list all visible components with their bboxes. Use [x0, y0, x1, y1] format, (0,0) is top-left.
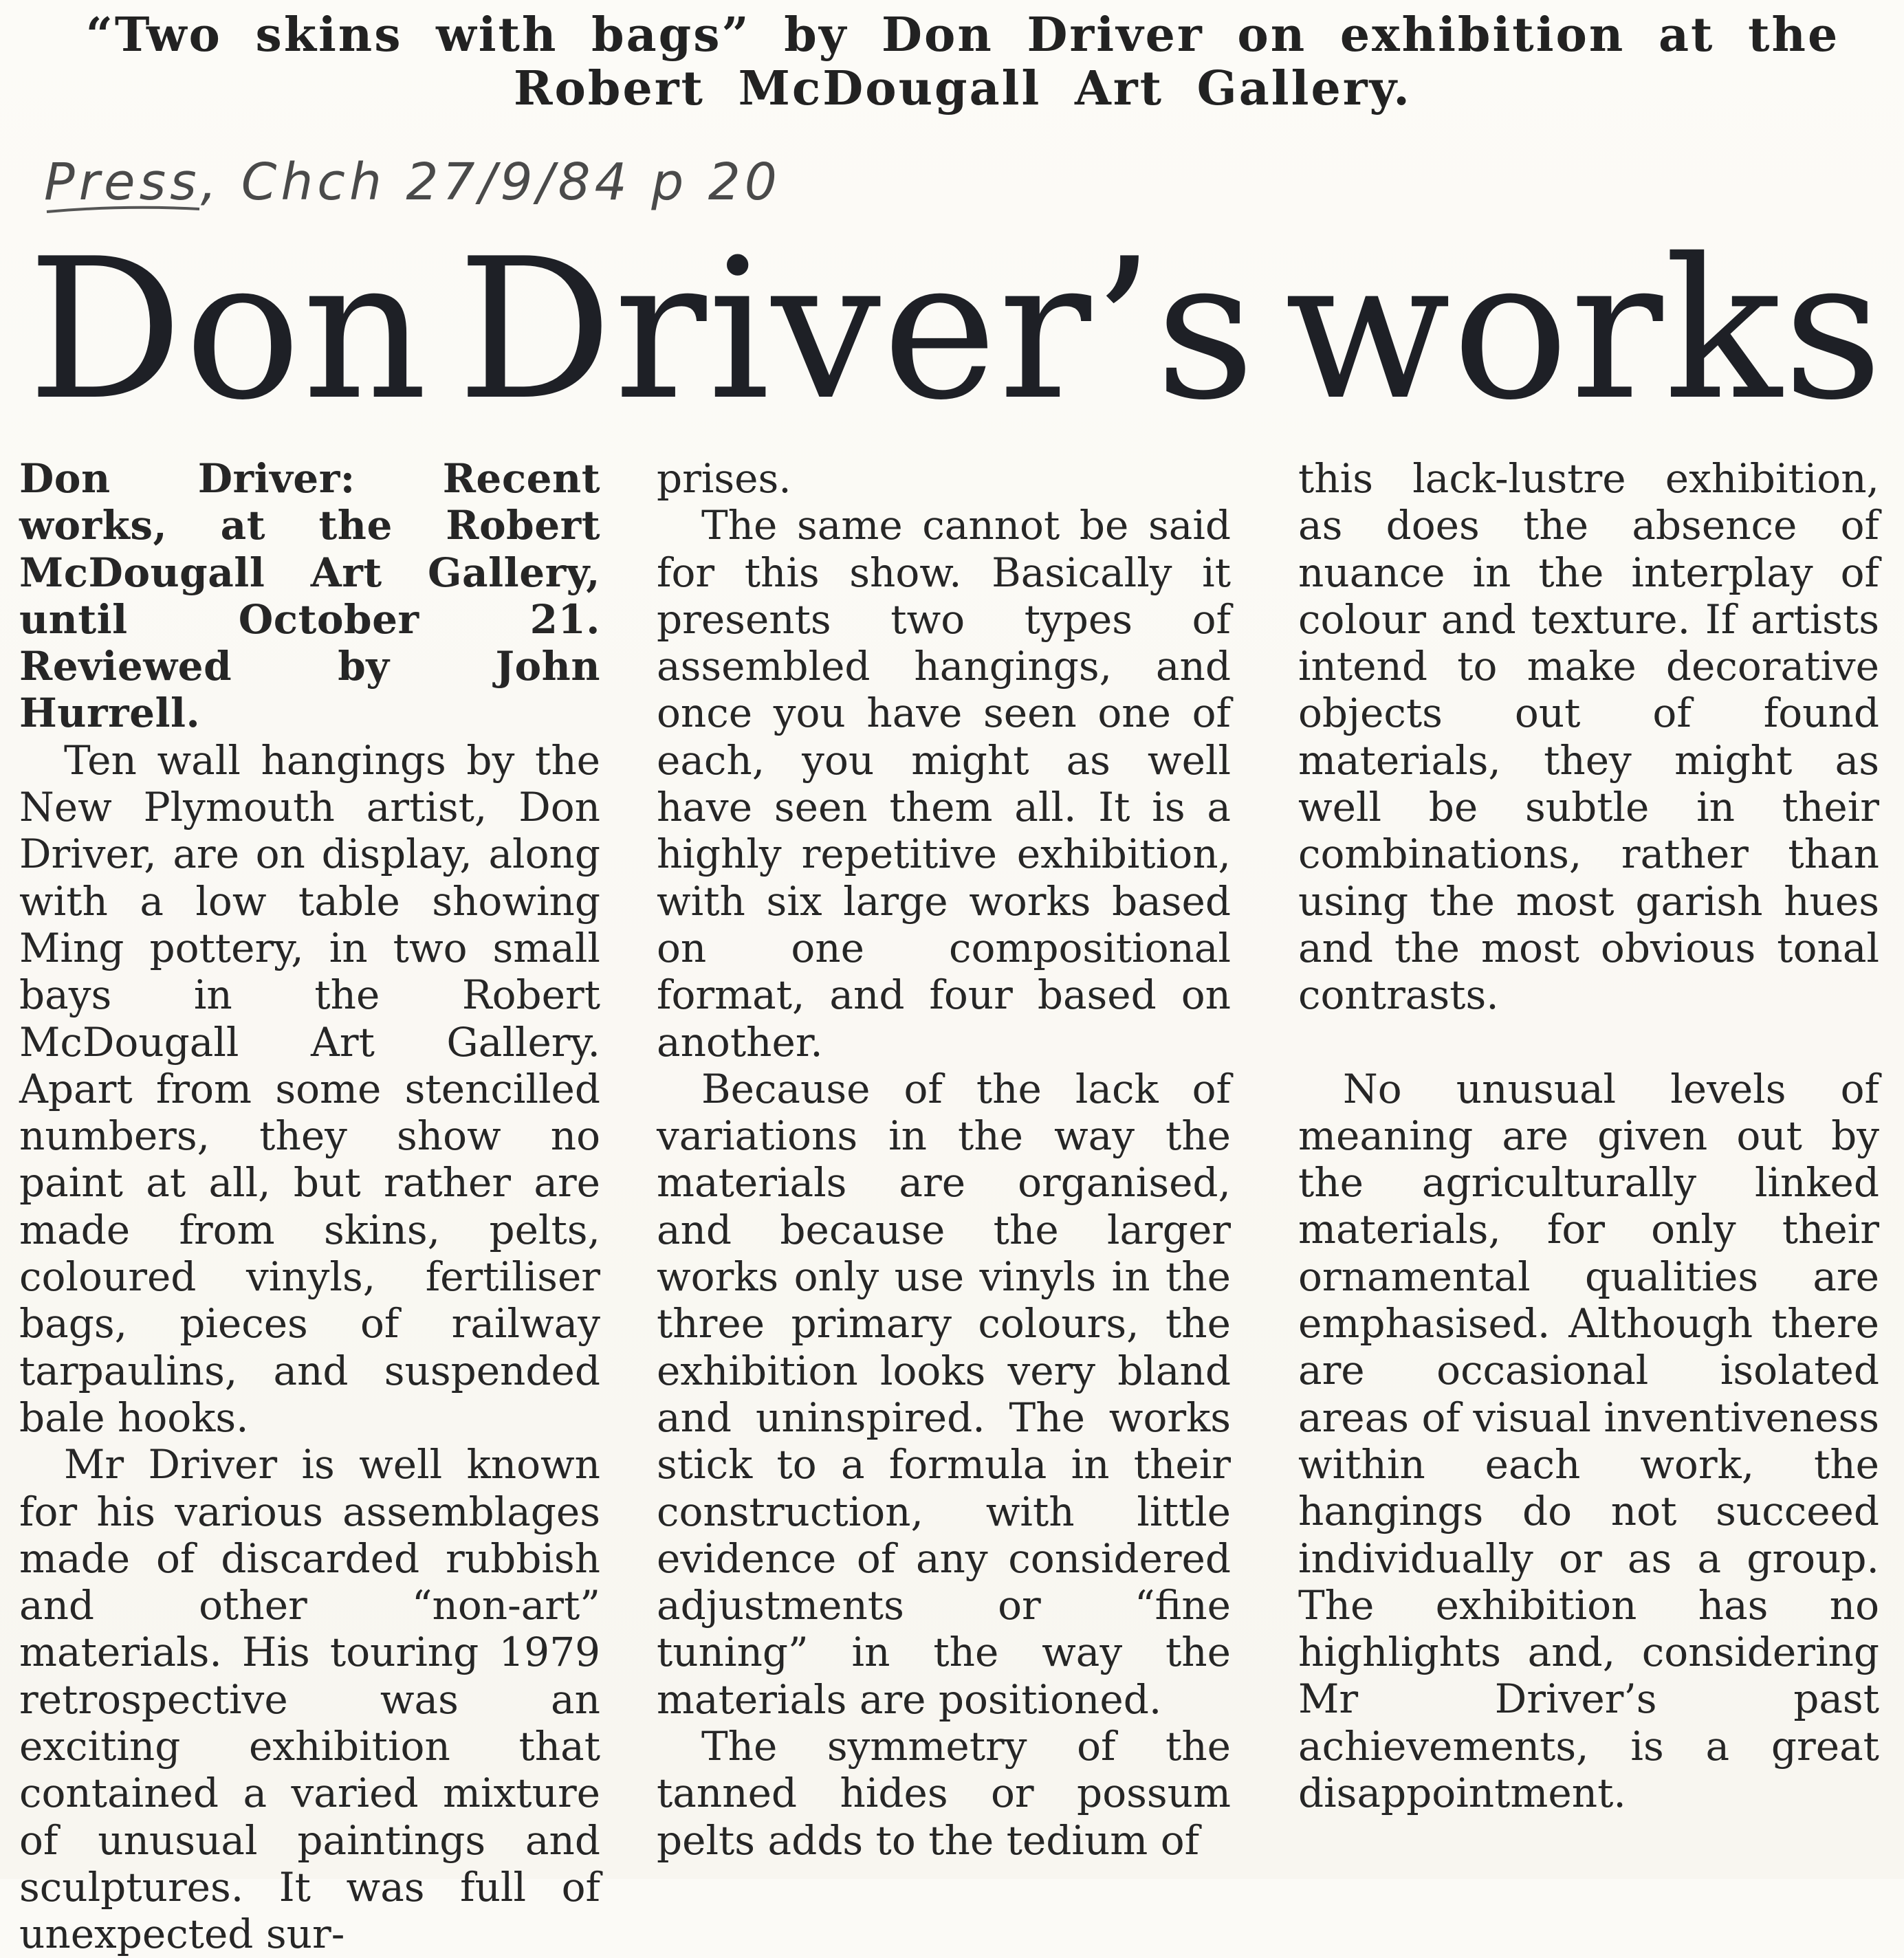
- article-paragraph-5: The symmetry of the tanned hides or possum pelts adds to the tedium of: [657, 1723, 1231, 1864]
- headline-word-1: Don: [28, 217, 429, 443]
- handwritten-annotation-text: Press, Chch 27/9/84 p 20: [44, 153, 781, 212]
- article-paragraph-6: No unusual levels of meaning are given out by the agriculturally linked materials, for only their ornamental qualities are emphasised. Although there are occasional isolated areas of visual inventiveness within each work, the hangings do not succeed individually or as a group. The exhibition has no highlights and, considering Mr Driver’s past achievements, is a great disappointment.: [1298, 1065, 1879, 1817]
- review-byline: Don Driver: Recent works, at the Robert McDougall Art Gallery, until October 21. Reviewed by John Hurrell.: [19, 455, 600, 737]
- handwritten-annotation: [41, 131, 935, 227]
- article-column-2: [657, 455, 1231, 1864]
- article-paragraph-5-continued: this lack-lustre exhibition, as does the absence of nuance in the interplay of colour and texture. If artists intend to make decorative objects out of found materials, they might as well be subtle in their combinations, rather than using the most garish hues and the most obvious tonal contrasts.: [1298, 455, 1879, 1019]
- column-gap: [1298, 1019, 1879, 1066]
- article-paragraph-3: The same cannot be said for this show. Basically it presents two types of assembled hangings, and once you have seen one of each, you might as well have seen them all. It is a highly repetitive exhibition, with six large works based on one compositional format, and four based on another.: [657, 502, 1231, 1066]
- headline-word-3: works: [1284, 217, 1884, 443]
- headline: [28, 217, 1884, 443]
- headline-word-2: Driver’s: [457, 217, 1257, 443]
- article-column-3: [1298, 455, 1879, 1816]
- article-paragraph-1: Ten wall hangings by the New Plymouth artist, Don Driver, are on display, along with a low table showing Ming pottery, in two small bays in the Robert McDougall Art Gallery. Apart from some stencilled numbers, they show no paint at all, but rather are made from skins, pelts, coloured vinyls, fertiliser bags, pieces of railway tarpaulins, and suspended bale hooks.: [19, 736, 600, 1441]
- handwritten-annotation-drawing: [41, 131, 935, 227]
- photo-caption: “Two skins with bags” by Don Driver on exhibition at the Robert McDougall Art Gallery.: [85, 8, 1840, 116]
- article-paragraph-4: Because of the lack of variations in the way the materials are organised, and because the larger works only use vinyls in the three primary colours, the exhibition looks very bland and uninspired. The works stick to a formula in their construction, with little evidence of any considered adjustments or “fine tuning” in the way the materials are positioned.: [657, 1065, 1231, 1723]
- article-column-1: [19, 455, 600, 1958]
- article-paragraph-2-continued: prises.: [657, 455, 791, 502]
- article-paragraph-2: Mr Driver is well known for his various assemblages made of discarded rubbish and other “non-art” materials. His touring 1979 retrospective was an exciting exhibition that contained a varied mixture of unusual paintings and sculptures. It was full of unexpected sur-: [19, 1441, 600, 1958]
